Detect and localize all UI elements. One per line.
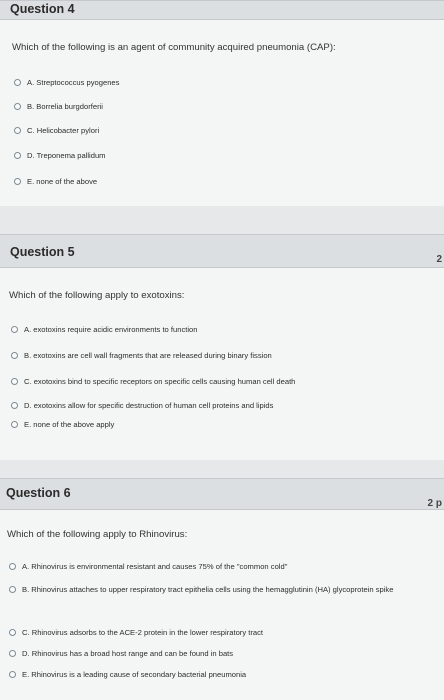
radio-button[interactable] (14, 178, 21, 185)
question-4-header (0, 0, 444, 20)
option-label: E. none of the above apply (24, 420, 115, 429)
question-4-option-e[interactable] (14, 178, 434, 187)
question-6-body (0, 510, 444, 700)
option-label: C. exotoxins bind to specific receptors on specific cells causing human cell death (24, 377, 296, 386)
question-6-option-e[interactable] (9, 671, 429, 680)
option-label: E. none of the above (27, 177, 98, 186)
question-4-option-a[interactable] (14, 79, 434, 88)
question-5-body (0, 268, 444, 460)
radio-button[interactable] (14, 152, 21, 159)
question-5-header (0, 234, 444, 268)
radio-button[interactable] (9, 629, 16, 636)
question-4-option-b[interactable] (14, 103, 434, 112)
question-4-text: Which of the following is an agent of community acquired pneumonia (CAP): (12, 42, 336, 53)
radio-button[interactable] (11, 402, 18, 409)
radio-button[interactable] (9, 671, 16, 678)
question-6-text: Which of the following apply to Rhinovirus: (7, 529, 188, 540)
question-5-option-c[interactable] (11, 378, 431, 387)
question-6-option-d[interactable] (9, 650, 429, 659)
option-label: E. Rhinovirus is a leading cause of secondary bacterial pneumonia (22, 670, 247, 679)
option-label: C. Rhinovirus adsorbs to the ACE-2 protein in the lower respiratory tract (22, 628, 263, 637)
radio-button[interactable] (14, 79, 21, 86)
radio-button[interactable] (11, 378, 18, 385)
option-label: D. exotoxins allow for specific destruction of human cell proteins and lipids (24, 401, 274, 410)
option-label: D. Rhinovirus has a broad host range and can be found in bats (22, 649, 234, 658)
radio-button[interactable] (11, 352, 18, 359)
radio-button[interactable] (14, 103, 21, 110)
question-4-option-d[interactable] (14, 152, 434, 161)
radio-button[interactable] (9, 650, 16, 657)
option-label: A. Rhinovirus is environmental resistant and causes 75% of the "common cold" (22, 562, 288, 571)
question-6-points: 2 p (427, 498, 442, 509)
question-5-option-a[interactable] (11, 326, 431, 335)
option-label: B. exotoxins are cell wall fragments that are released during binary fission (24, 351, 272, 360)
question-5-points: 2 (436, 254, 442, 265)
option-label: A. exotoxins require acidic environments to function (24, 325, 198, 334)
question-4-option-c[interactable] (14, 127, 434, 136)
radio-button[interactable] (9, 586, 16, 593)
option-label: B. Borrelia burgdorferii (27, 102, 103, 111)
radio-button[interactable] (14, 127, 21, 134)
option-label: C. Helicobacter pylori (27, 126, 100, 135)
question-6-header (0, 478, 444, 510)
radio-button[interactable] (9, 563, 16, 570)
question-5-text: Which of the following apply to exotoxins: (9, 290, 185, 301)
question-spacer (0, 460, 444, 478)
question-5-option-d[interactable] (11, 402, 431, 411)
radio-button[interactable] (11, 421, 18, 428)
question-5-title: Question 5 (10, 245, 75, 259)
option-label: D. Treponema pallidum (27, 151, 106, 160)
question-6-option-c[interactable] (9, 629, 429, 638)
option-label: B. Rhinovirus attaches to upper respiratory tract epithelia cells using the hemagglutinin (HA) glycoprotein spike (22, 585, 394, 594)
question-5-option-e[interactable] (11, 421, 431, 430)
question-4-body (0, 20, 444, 206)
radio-button[interactable] (11, 326, 18, 333)
question-6-option-a[interactable] (9, 563, 429, 572)
question-6-title: Question 6 (6, 486, 71, 500)
question-4-title: Question 4 (10, 2, 75, 16)
question-6-option-b[interactable] (9, 586, 429, 595)
question-spacer (0, 206, 444, 234)
question-5-option-b[interactable] (11, 352, 431, 361)
option-label: A. Streptococcus pyogenes (27, 78, 120, 87)
